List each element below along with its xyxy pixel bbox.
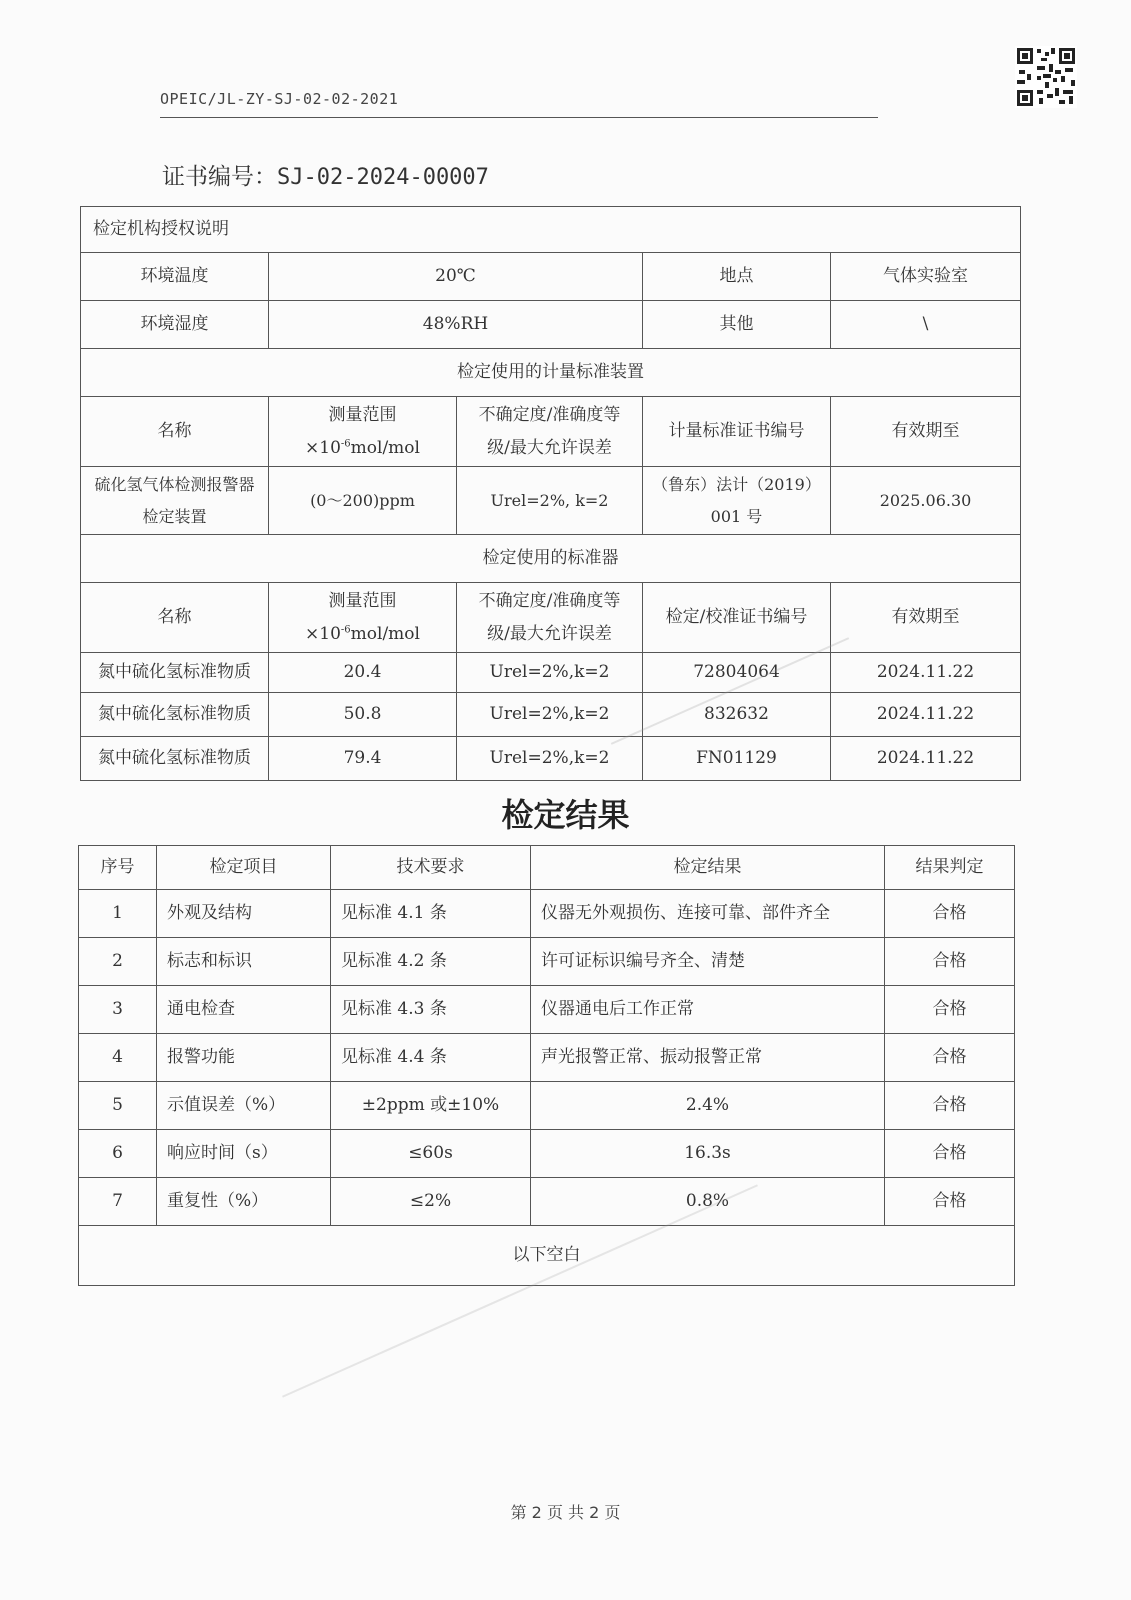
result-judge: 合格: [885, 986, 1015, 1034]
range-unit: mol/mol: [350, 437, 420, 458]
result-item: 报警功能: [157, 1034, 331, 1082]
result-item: 重复性（%）: [157, 1178, 331, 1226]
page-number: 第 2 页 共 2 页: [510, 1503, 621, 1522]
env-temp-value: 20℃: [269, 253, 643, 301]
std-device-header-valid: 有效期至: [831, 397, 1021, 467]
table-row: [81, 653, 1021, 693]
authorization-table: [80, 206, 1021, 781]
results-table: [78, 845, 1015, 1286]
form-code: OPEIC/JL-ZY-SJ-02-02-2021: [160, 90, 399, 108]
result-req: ±2ppm 或±10%: [331, 1082, 531, 1130]
materials-uncert-header-line2: 级/最大允许误差: [487, 623, 612, 644]
result-no: 2: [79, 938, 157, 986]
results-header-judge: 结果判定: [885, 846, 1015, 890]
qr-code-icon: [1015, 46, 1077, 108]
table-row: [79, 890, 1015, 938]
uncert-header-line2: 级/最大允许误差: [487, 437, 612, 458]
material-cert: 832632: [643, 693, 831, 737]
std-device-name-line1: 硫化氢气体检测报警器: [94, 474, 255, 494]
range-header-line1: 测量范围: [328, 405, 397, 426]
range-prefix: ×10: [305, 437, 341, 458]
table-row: [79, 1034, 1015, 1082]
results-title: 检定结果: [501, 796, 630, 834]
location-label: 地点: [643, 253, 831, 301]
result-judge: 合格: [885, 1034, 1015, 1082]
material-uncert: Urel=2%,k=2: [457, 737, 643, 781]
result-item: 通电检查: [157, 986, 331, 1034]
std-device-name: [81, 467, 269, 535]
uncert-header-line1: 不确定度/准确度等: [478, 405, 621, 426]
materials-range-prefix: ×10: [305, 623, 341, 644]
result-no: 4: [79, 1034, 157, 1082]
results-header-item: 检定项目: [157, 846, 331, 890]
materials-range-exponent: -6: [340, 623, 351, 635]
table-row: [79, 986, 1015, 1034]
material-valid: 2024.11.22: [831, 737, 1021, 781]
table-row: [81, 737, 1021, 781]
other-value: \: [831, 301, 1021, 349]
table-row: [79, 1130, 1015, 1178]
std-device-header-name: 名称: [81, 397, 269, 467]
material-uncert: Urel=2%,k=2: [457, 653, 643, 693]
result-value: 2.4%: [531, 1082, 885, 1130]
certificate-number: [162, 158, 489, 191]
results-header-no: 序号: [79, 846, 157, 890]
result-req: ≤2%: [331, 1178, 531, 1226]
materials-range-header-line1: 测量范围: [328, 591, 397, 612]
range-exponent: -6: [340, 437, 351, 449]
other-label: 其他: [643, 301, 831, 349]
std-device-header-uncert: [457, 397, 643, 467]
material-name: 氮中硫化氢标准物质: [81, 737, 269, 781]
result-value: 仪器通电后工作正常: [531, 986, 885, 1034]
result-no: 5: [79, 1082, 157, 1130]
std-device-valid: 2025.06.30: [831, 467, 1021, 535]
std-device-name-line2: 检定装置: [142, 506, 207, 526]
result-item: 外观及结构: [157, 890, 331, 938]
material-name: 氮中硫化氢标准物质: [81, 653, 269, 693]
result-judge: 合格: [885, 890, 1015, 938]
result-judge: 合格: [885, 1178, 1015, 1226]
result-item: 响应时间（s）: [157, 1130, 331, 1178]
std-device-range: (0～200)ppm: [269, 467, 457, 535]
std-device-cert-line1: （鲁东）法计（2019）: [652, 474, 821, 494]
result-value: 声光报警正常、振动报警正常: [531, 1034, 885, 1082]
table-row: [79, 1178, 1015, 1226]
materials-uncert-header-line1: 不确定度/准确度等: [478, 591, 621, 612]
std-device-cert-line2: 001 号: [710, 506, 763, 526]
location-value: 气体实验室: [831, 253, 1021, 301]
material-name: 氮中硫化氢标准物质: [81, 693, 269, 737]
auth-title: 检定机构授权说明: [81, 207, 1021, 253]
std-materials-header-cert: 检定/校准证书编号: [643, 583, 831, 653]
result-no: 3: [79, 986, 157, 1034]
result-req: ≤60s: [331, 1130, 531, 1178]
env-temp-label: 环境温度: [81, 253, 269, 301]
std-device-header-range: [269, 397, 457, 467]
result-item: 示值误差（%）: [157, 1082, 331, 1130]
result-value: 0.8%: [531, 1178, 885, 1226]
result-judge: 合格: [885, 1130, 1015, 1178]
result-no: 6: [79, 1130, 157, 1178]
table-row: [79, 1082, 1015, 1130]
cert-label: 证书编号：: [162, 164, 277, 190]
std-device-header-cert: 计量标准证书编号: [643, 397, 831, 467]
material-range: 79.4: [269, 737, 457, 781]
materials-range-header-line2: [273, 618, 452, 650]
result-no: 7: [79, 1178, 157, 1226]
result-value: 16.3s: [531, 1130, 885, 1178]
result-req: 见标准 4.3 条: [331, 986, 531, 1034]
material-cert: 72804064: [643, 653, 831, 693]
std-materials-header-range: [269, 583, 457, 653]
range-header-line2: [273, 432, 452, 464]
cert-value: SJ-02-2024-00007: [277, 165, 489, 190]
header-divider: [160, 117, 878, 118]
std-materials-header-uncert: [457, 583, 643, 653]
material-valid: 2024.11.22: [831, 653, 1021, 693]
result-req: 见标准 4.1 条: [331, 890, 531, 938]
result-judge: 合格: [885, 938, 1015, 986]
std-materials-header-valid: 有效期至: [831, 583, 1021, 653]
material-uncert: Urel=2%,k=2: [457, 693, 643, 737]
result-judge: 合格: [885, 1082, 1015, 1130]
table-row: [81, 693, 1021, 737]
std-materials-header-name: 名称: [81, 583, 269, 653]
material-range: 50.8: [269, 693, 457, 737]
result-req: 见标准 4.2 条: [331, 938, 531, 986]
results-header-req: 技术要求: [331, 846, 531, 890]
result-item: 标志和标识: [157, 938, 331, 986]
results-header-result: 检定结果: [531, 846, 885, 890]
result-value: 仪器无外观损伤、连接可靠、部件齐全: [531, 890, 885, 938]
result-req: 见标准 4.4 条: [331, 1034, 531, 1082]
material-range: 20.4: [269, 653, 457, 693]
material-cert: FN01129: [643, 737, 831, 781]
table-row: [79, 938, 1015, 986]
material-valid: 2024.11.22: [831, 693, 1021, 737]
result-no: 1: [79, 890, 157, 938]
std-materials-section-title: 检定使用的标准器: [81, 535, 1021, 583]
std-device-section-title: 检定使用的计量标准装置: [81, 349, 1021, 397]
env-humidity-label: 环境湿度: [81, 301, 269, 349]
std-device-uncert: Urel=2%, k=2: [457, 467, 643, 535]
env-humidity-value: 48%RH: [269, 301, 643, 349]
std-device-cert: [643, 467, 831, 535]
result-value: 许可证标识编号齐全、清楚: [531, 938, 885, 986]
blank-note: 以下空白: [79, 1226, 1015, 1286]
materials-range-unit: mol/mol: [350, 623, 420, 644]
